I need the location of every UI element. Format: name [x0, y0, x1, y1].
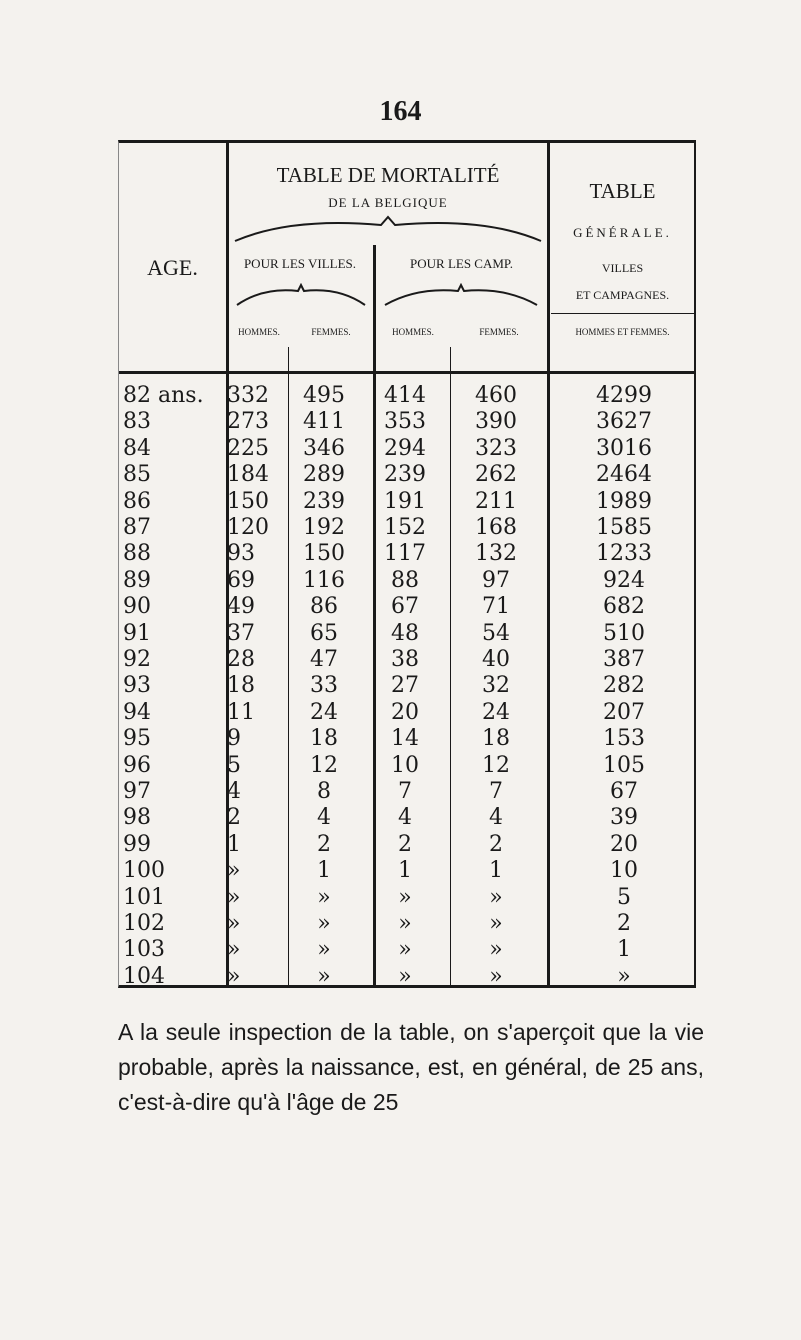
body-paragraph: A la seule inspection de la table, on s'aperçoit que la vie probable, après la naissance, est, en général, de 25 ans, c'est-à-dire qu'à l'âge de 25 [118, 1019, 704, 1115]
cell-vh: 28 [227, 647, 255, 672]
cell-vf: » [317, 963, 331, 989]
cell-ch: 117 [384, 541, 426, 567]
cell-g: 1989 [596, 488, 652, 514]
cell-g: 2464 [596, 462, 652, 488]
cell-age: 104 [123, 963, 165, 989]
cell-age: 88 [123, 541, 151, 567]
cell-ch: 152 [384, 515, 426, 540]
cell-vh: » [227, 858, 241, 884]
cell-vf: » [317, 884, 331, 910]
cell-vf: 1 [317, 858, 331, 884]
cell-ch: 1 [398, 858, 412, 884]
brace-villes [233, 283, 369, 309]
cell-vf: 65 [310, 620, 338, 646]
cell-age: 93 [123, 673, 151, 699]
cell-cf: 390 [475, 409, 517, 435]
cell-vf: 33 [310, 673, 338, 699]
brace-camp [381, 283, 541, 309]
cell-age: 84 [123, 435, 151, 461]
cell-vh: 4 [227, 779, 241, 804]
cell-cf: 262 [475, 462, 517, 488]
cell-g: » [617, 963, 631, 989]
cell-cf: 460 [475, 383, 517, 408]
cell-cf: 7 [489, 779, 503, 804]
cell-vh: 11 [227, 699, 255, 725]
cell-vf: 4 [317, 805, 331, 831]
cell-ch: 20 [391, 699, 419, 725]
villes-header: POUR LES VILLES. [243, 256, 357, 271]
cell-age: 82 ans. [123, 383, 204, 408]
belgique-subtitle: DE LA BELGIQUE [328, 195, 448, 210]
cell-ch: » [398, 937, 412, 963]
cell-g: 105 [603, 752, 645, 778]
cell-ch: 48 [391, 620, 419, 646]
cell-vf: 192 [303, 515, 345, 540]
cell-vh: 49 [227, 594, 255, 620]
cell-vf: 2 [317, 831, 331, 857]
cell-g: 39 [610, 805, 638, 831]
cell-vf: » [317, 937, 331, 963]
cell-g: 3627 [596, 409, 652, 435]
cell-g: 924 [603, 567, 645, 593]
cell-age: 95 [123, 726, 151, 752]
cell-vf: 289 [303, 462, 345, 488]
cell-vf: 346 [303, 435, 345, 461]
cell-ch: 191 [384, 488, 426, 514]
cell-vf: 18 [310, 726, 338, 752]
cell-vf: 495 [303, 383, 345, 408]
cell-ch: » [398, 911, 412, 936]
cell-vh: » [227, 911, 241, 936]
cell-age: 86 [123, 488, 151, 514]
header-rule [119, 371, 695, 374]
cell-g: 3016 [596, 435, 652, 461]
cell-ch: » [398, 884, 412, 910]
cell-ch: 2 [398, 831, 412, 857]
femmes-villes-header: FEMMES. [311, 327, 351, 337]
cell-vf: 150 [303, 541, 345, 567]
cell-cf: 24 [482, 699, 510, 725]
cell-vh: 1 [227, 831, 241, 857]
generale-subtitle: GÉNÉRALE. [573, 225, 672, 240]
page-number: 164 [379, 96, 422, 127]
generale-villes: VILLES [601, 261, 644, 275]
cell-ch: 14 [391, 726, 419, 752]
cell-vh: 93 [227, 541, 255, 567]
cell-age: 98 [123, 805, 151, 831]
cell-g: 1585 [596, 515, 652, 540]
cell-g: 153 [603, 726, 645, 752]
cell-age: 90 [123, 594, 151, 620]
cell-vf: 239 [303, 488, 345, 514]
cell-age: 87 [123, 515, 151, 540]
belgique-title: TABLE DE MORTALITÉ [276, 163, 500, 187]
cell-ch: 38 [391, 647, 419, 672]
generale-title: TABLE [589, 179, 656, 203]
cell-cf: 71 [482, 594, 510, 620]
brace-belgique [231, 215, 545, 245]
hommes-villes-header: HOMMES. [238, 327, 280, 337]
cell-vf: 86 [310, 594, 338, 620]
cell-vh: » [227, 884, 241, 910]
cell-ch: 27 [391, 673, 419, 699]
cell-cf: 211 [475, 488, 517, 514]
cell-age: 100 [123, 858, 165, 884]
cell-age: 85 [123, 462, 151, 488]
cell-cf: 4 [489, 805, 503, 831]
cell-ch: 10 [391, 752, 419, 778]
cell-g: 282 [603, 673, 645, 699]
cell-g: 4299 [596, 383, 652, 408]
cell-cf: 97 [482, 567, 510, 593]
cell-vf: 411 [303, 409, 345, 435]
cell-cf: 32 [482, 673, 510, 699]
cell-cf: 168 [475, 515, 517, 540]
cell-cf: » [489, 963, 503, 989]
cell-vh: » [227, 963, 241, 989]
cell-vh: 184 [227, 462, 269, 488]
mortality-table [118, 140, 696, 988]
cell-age: 99 [123, 831, 151, 857]
cell-vf: 47 [310, 647, 338, 672]
cell-ch: 67 [391, 594, 419, 620]
generale-col-header: HOMMES ET FEMMES. [575, 327, 670, 337]
cell-vh: 225 [227, 435, 269, 461]
camp-header: POUR LES CAMP. [410, 256, 513, 271]
cell-cf: 1 [489, 858, 503, 884]
cell-age: 91 [123, 620, 151, 646]
cell-g: 1233 [596, 541, 652, 567]
cell-cf: 18 [482, 726, 510, 752]
cell-cf: 2 [489, 831, 503, 857]
cell-vh: 150 [227, 488, 269, 514]
cell-g: 10 [610, 858, 638, 884]
table-row [119, 962, 697, 992]
cell-age: 83 [123, 409, 151, 435]
cell-age: 96 [123, 752, 151, 778]
cell-age: 103 [123, 937, 165, 963]
cell-ch: » [398, 963, 412, 989]
cell-cf: 54 [482, 620, 510, 646]
cell-cf: 40 [482, 647, 510, 672]
cell-ch: 294 [384, 435, 426, 461]
cell-age: 101 [123, 884, 165, 910]
cell-vh: 18 [227, 673, 255, 699]
cell-g: 2 [617, 911, 631, 936]
femmes-camp-header: FEMMES. [479, 327, 519, 337]
hommes-camp-header: HOMMES. [392, 327, 434, 337]
cell-cf: » [489, 884, 503, 910]
cell-cf: » [489, 911, 503, 936]
age-header: AGE. [147, 255, 198, 280]
cell-age: 92 [123, 647, 151, 672]
cell-cf: 132 [475, 541, 517, 567]
cell-age: 94 [123, 699, 151, 725]
cell-vh: 2 [227, 805, 241, 831]
cell-ch: 88 [391, 567, 419, 593]
cell-vh: 273 [227, 409, 269, 435]
cell-g: 67 [610, 779, 638, 804]
cell-vf: 8 [317, 779, 331, 804]
cell-vh: » [227, 937, 241, 963]
cell-vf: 116 [303, 567, 345, 593]
generale-rule [551, 313, 695, 314]
cell-age: 102 [123, 911, 165, 936]
cell-vh: 69 [227, 567, 255, 593]
cell-g: 387 [603, 647, 645, 672]
cell-ch: 7 [398, 779, 412, 804]
cell-vf: 24 [310, 699, 338, 725]
cell-vh: 5 [227, 752, 241, 778]
cell-g: 510 [603, 620, 645, 646]
cell-vh: 9 [227, 726, 241, 752]
cell-ch: 414 [384, 383, 426, 408]
generale-campagnes: ET CAMPAGNES. [575, 288, 670, 302]
cell-vf: » [317, 911, 331, 936]
cell-cf: » [489, 937, 503, 963]
cell-age: 97 [123, 779, 151, 804]
cell-ch: 239 [384, 462, 426, 488]
cell-ch: 4 [398, 805, 412, 831]
cell-g: 20 [610, 831, 638, 857]
cell-vh: 37 [227, 620, 255, 646]
cell-vh: 120 [227, 515, 269, 540]
cell-g: 5 [617, 884, 631, 910]
cell-g: 207 [603, 699, 645, 725]
cell-g: 1 [617, 937, 631, 963]
cell-cf: 323 [475, 435, 517, 461]
cell-cf: 12 [482, 752, 510, 778]
cell-vh: 332 [227, 383, 269, 408]
cell-ch: 353 [384, 409, 426, 435]
cell-age: 89 [123, 567, 151, 593]
cell-vf: 12 [310, 752, 338, 778]
cell-g: 682 [603, 594, 645, 620]
